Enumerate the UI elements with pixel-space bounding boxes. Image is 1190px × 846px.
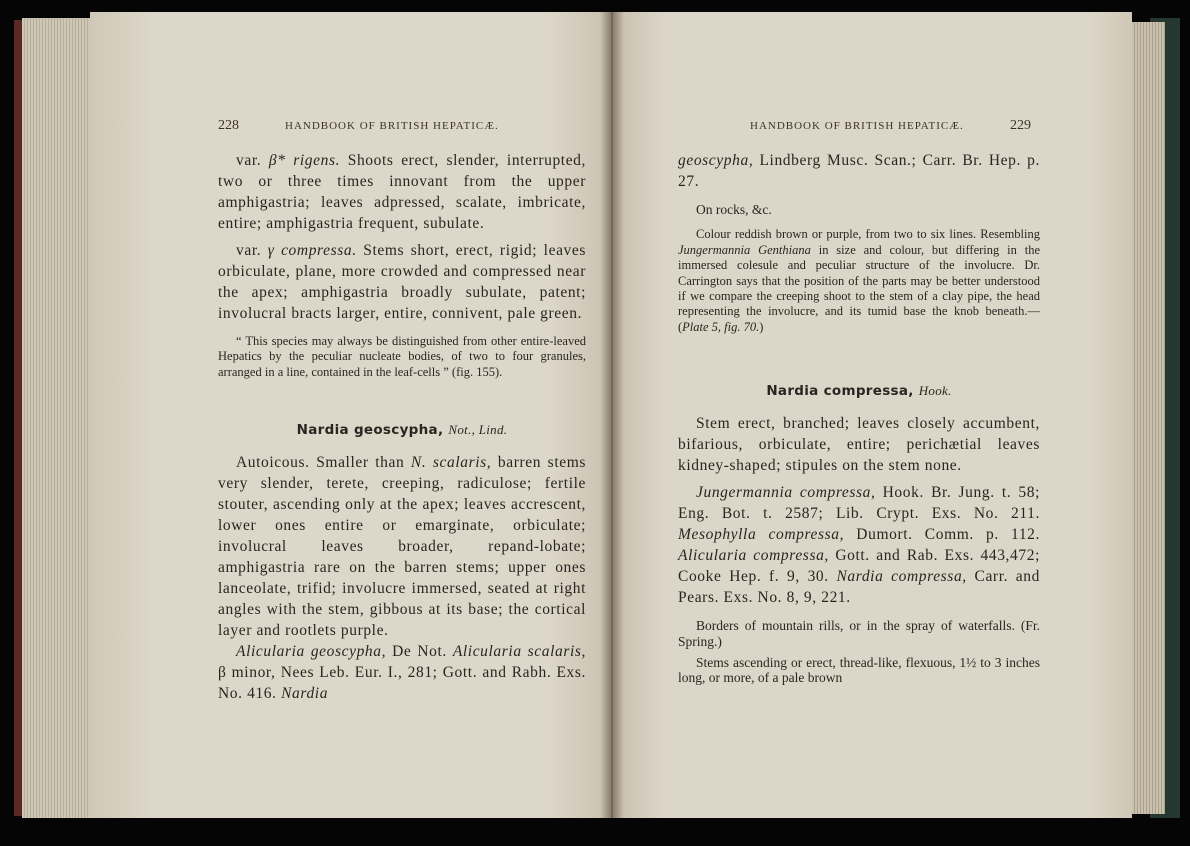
- species-name: Nardia compressa,: [766, 383, 914, 400]
- description-paragraph: Stem erect, branched; leaves closely accumbent, bifarious, orbiculate, entire; perichætial leaves kidney-shaped; stipules on the stem none.: [678, 415, 1040, 475]
- synonym: geoscypha,: [678, 152, 754, 169]
- species-ref: Jungermannia Genthiana: [678, 242, 811, 257]
- stems-paragraph: Stems ascending or erect, thread-like, flexuous, 1½ to 3 inches long, or more, of a pale brown: [678, 655, 1040, 686]
- species-heading-geoscypha: [218, 422, 586, 438]
- text-run: Gott. and Rab. Exs. 443,472; Cooke Hep. f. 9, 30.: [678, 547, 1040, 586]
- right-page-number: 229: [1010, 118, 1031, 133]
- description-paragraph: [218, 452, 586, 641]
- left-running-head: HANDBOOK OF BRITISH HEPATICÆ.: [285, 120, 499, 132]
- variety-name: β* rigens.: [268, 152, 341, 169]
- text-run: De Not.: [386, 643, 453, 661]
- synonymy-paragraph: [678, 482, 1040, 608]
- right-page-text: [678, 150, 1040, 686]
- left-page-number: 228: [218, 118, 239, 133]
- text-run: ): [759, 319, 764, 334]
- species-authority: Hook.: [918, 383, 952, 399]
- habitat-line: On rocks, &c.: [696, 202, 772, 217]
- text-run: Shoots erect, slender, interrupted, two or three times innovant from the upper amphigastria; leaves adpressed, scalate, imbricate, entire; amphigastria frequent, subulate.: [218, 152, 587, 232]
- plate-ref: Plate 5, fig. 70.: [682, 319, 760, 334]
- synonymy-paragraph: [218, 641, 586, 704]
- species-ref: N. scalaris,: [410, 454, 492, 472]
- text-run: barren stems very slender, terete, creeping, radiculose; fertile stouter, ascending only at the apex; leaves accrescent, lower ones entire or emarginate, orbiculate; involucral leaves broader, repand-lobate; amphigastria rare on the barren stems; upper ones lanceolate, trifid; involucre immersed, seated at right angles with the stem, gibbous at its base; the cortical layer and rootlets purple.: [218, 454, 586, 640]
- text-run: var.: [236, 242, 268, 259]
- synonym: Alicularia geoscypha,: [236, 643, 387, 661]
- habitat-paragraph: Borders of mountain rills, or in the spray of waterfalls. (Fr. Spring.): [678, 618, 1040, 649]
- text-run: β minor, Nees Leb. Eur. I., 281; Gott. and Rabh. Exs. No. 416.: [218, 664, 586, 703]
- text-run: Hook. Br. Jung. t. 58; Eng. Bot. t. 2587; Lib. Crypt. Exs. No. 211.: [678, 484, 1040, 523]
- text-run: Lindberg Musc. Scan.; Carr. Br. Hep. p. 27.: [678, 152, 1040, 190]
- synonym: Alicularia scalaris,: [452, 643, 586, 661]
- quotation-paragraph: “ This species may always be distinguished from other entire-leaved Hepatics by the peculiar nucleate bodies, of two to four granules, arranged in a line, contained in the leaf-cells ” (fig. 155).: [218, 334, 586, 379]
- synonym: Alicularia compressa,: [678, 547, 829, 565]
- species-authority: Not., Lind.: [448, 422, 508, 438]
- text-run: Colour reddish brown or purple, from two to six lines. Resembling: [696, 227, 1040, 242]
- synonym: Jungermannia compressa,: [696, 484, 876, 502]
- book-gutter: [600, 12, 624, 818]
- synonym: Nardia compressa,: [836, 568, 967, 586]
- text-run: Carr. and Pears. Exs. No. 8, 9, 221.: [678, 568, 1040, 607]
- species-heading-compressa: [678, 383, 1040, 399]
- text-run: Autoicous. Smaller than: [236, 454, 411, 472]
- variety-name: γ compressa.: [267, 242, 357, 259]
- text-run: var.: [236, 152, 269, 169]
- left-page-text: [218, 150, 586, 704]
- variety-compressa-paragraph: [218, 240, 586, 324]
- colour-paragraph: [678, 227, 1040, 335]
- text-run: Stems short, erect, rigid; leaves orbiculate, plane, more crowded and compressed near the apex; amphigastria broadly subulate, patent; involucral bracts larger, entire, connivent, pale green.: [218, 242, 587, 322]
- text-run: in size and colour, but differing in the immersed colesule and peculiar structure of the involucre. Dr. Carrington says that the position of the parts may be better understood if we compare the creeping shoot to the stem of a clay pipe, the head representing the involucre, and its tumid base the knob beneath.—(: [678, 242, 1040, 334]
- variety-rigens-paragraph: [218, 150, 586, 234]
- synonym: Mesophylla compressa,: [678, 526, 845, 544]
- text-run: Dumort. Comm. p. 112.: [844, 526, 1041, 544]
- right-running-head: HANDBOOK OF BRITISH HEPATICÆ.: [750, 120, 964, 132]
- synonymy-continued: [678, 150, 1040, 192]
- synonym: Nardia: [281, 685, 329, 703]
- species-name: Nardia geoscypha,: [296, 422, 444, 439]
